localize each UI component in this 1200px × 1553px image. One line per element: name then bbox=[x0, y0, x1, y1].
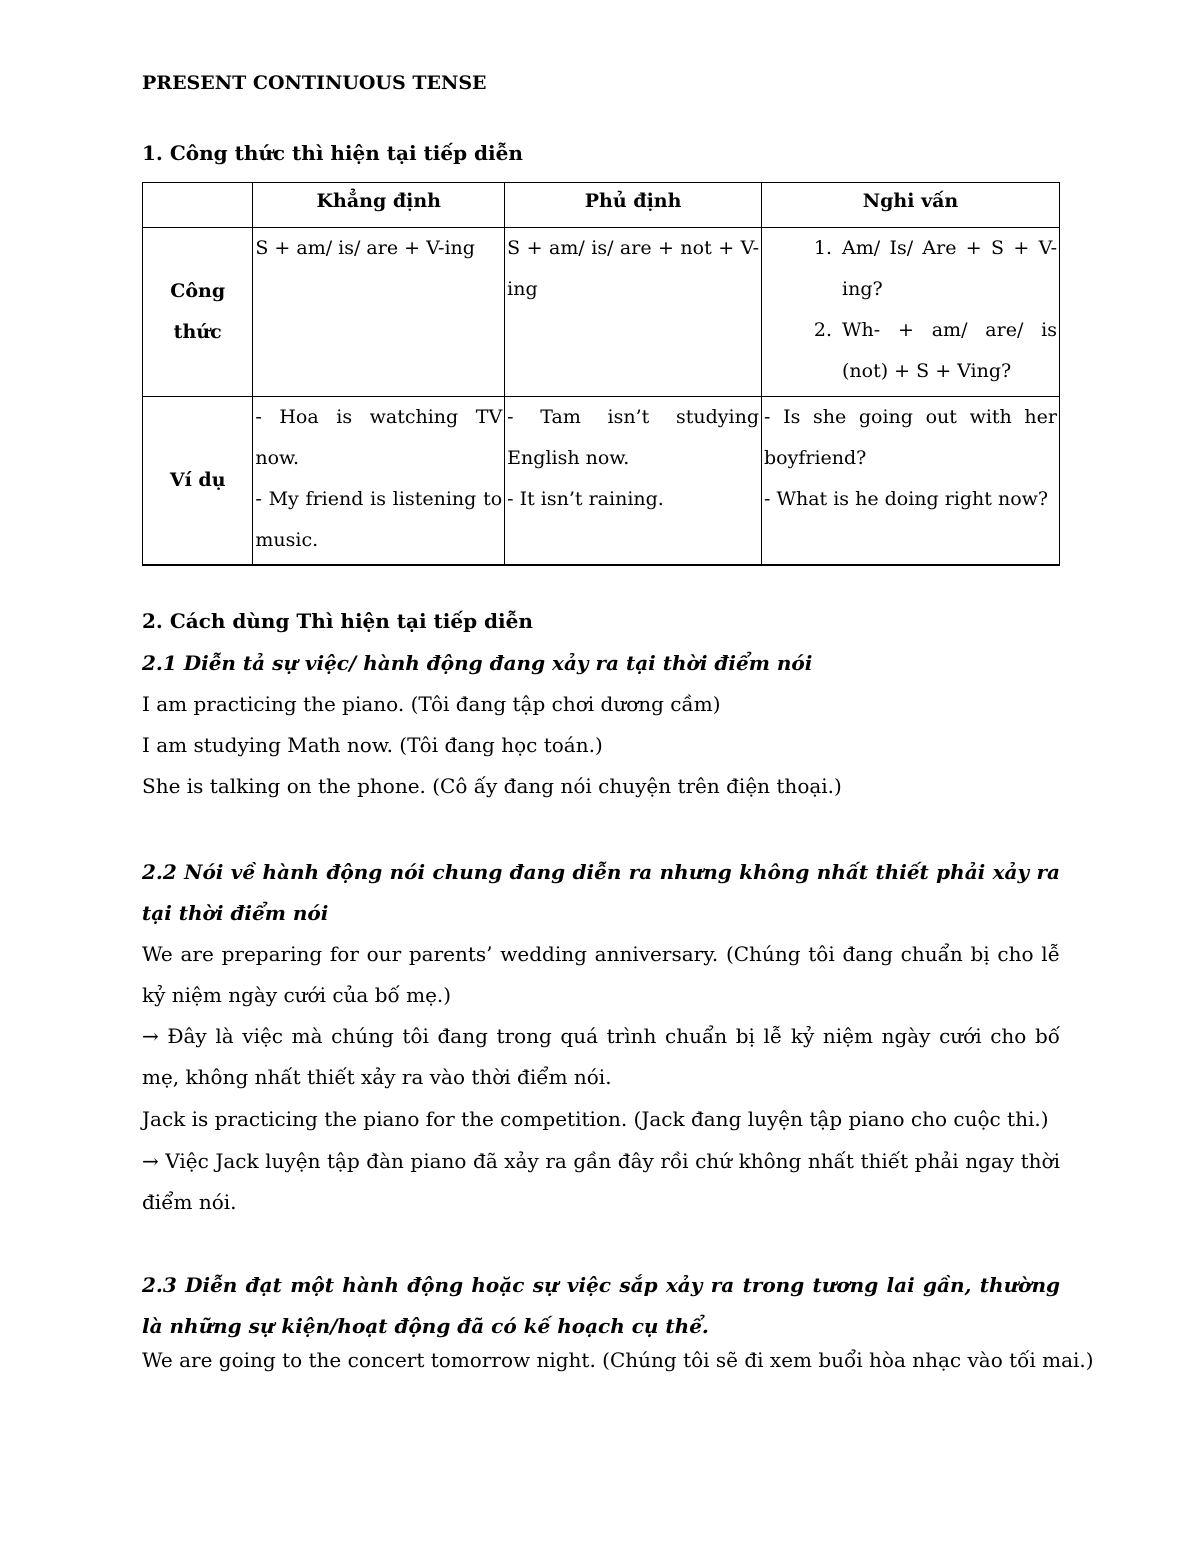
cell-example-question bbox=[762, 397, 1060, 565]
section-2-heading: 2. Cách dùng Thì hiện tại tiếp diễn bbox=[142, 609, 533, 633]
example-question-line-3: - What is he doing right now? bbox=[764, 488, 1049, 510]
header-cell-empty bbox=[143, 183, 253, 228]
example-question-line-1: - Is she going out with her bbox=[764, 406, 1057, 428]
subsection-2-3-title: 2.3 Diễn đạt một hành động hoặc sự việc sắp xảy ra trong tương lai gần, thường là những sự kiện/hoạt động đã có kế hoạch cụ thể. bbox=[142, 1273, 1060, 1338]
example-line: We are going to the concert tomorrow night. (Chúng tôi sẽ đi xem buổi hòa nhạc vào tối mai.) bbox=[142, 1348, 1094, 1372]
header-cell-negative: Phủ định bbox=[505, 183, 762, 228]
formula-table bbox=[142, 182, 1060, 566]
paragraph: Jack is practicing the piano for the competition. (Jack đang luyện tập piano cho cuộc thi.) bbox=[142, 1107, 1049, 1131]
subsection-2-2-title: 2.2 Nói về hành động nói chung đang diễn ra nhưng không nhất thiết phải xảy ra tại thời điểm nói bbox=[142, 860, 1060, 925]
document-title: PRESENT CONTINUOUS TENSE bbox=[142, 72, 487, 94]
cell-formula-affirmative bbox=[253, 228, 505, 397]
paragraph: → Đây là việc mà chúng tôi đang trong quá trình chuẩn bị lễ kỷ niệm ngày cưới cho bố mẹ, không nhất thiết xảy ra vào thời điểm nói. bbox=[142, 1024, 1060, 1089]
example-negative-line-3: - It isn’t raining. bbox=[507, 488, 664, 510]
example-line: I am studying Math now. (Tôi đang học toán.) bbox=[142, 733, 603, 757]
list-number: 1. bbox=[813, 237, 832, 259]
list-item bbox=[762, 228, 1057, 310]
cell-example-negative bbox=[505, 397, 762, 565]
cell-example-affirmative bbox=[253, 397, 505, 565]
formula-affirmative-text: S + am/ is/ are + V-ing bbox=[255, 237, 475, 259]
question-formula-1-line-1: Am/ Is/ Are + S + V- bbox=[842, 237, 1057, 259]
header-cell-question: Nghi vấn bbox=[762, 183, 1060, 228]
table-row-formula bbox=[143, 228, 1060, 397]
table-row-example bbox=[143, 397, 1060, 565]
example-affirmative-line-3: - My friend is listening to bbox=[255, 488, 503, 510]
question-formula-2-line-1: Wh- + am/ are/ is bbox=[842, 319, 1057, 341]
list-item bbox=[762, 310, 1057, 392]
question-formula-2-line-2: (not) + S + Ving? bbox=[842, 360, 1012, 382]
table-header-row bbox=[143, 183, 1060, 228]
formula-negative-line-2: ing bbox=[507, 278, 538, 300]
subsection-2-1-title: 2.1 Diễn tả sự việc/ hành động đang xảy ra tại thời điểm nói bbox=[142, 651, 813, 675]
cell-formula-question bbox=[762, 228, 1060, 397]
question-formula-1-line-2: ing? bbox=[842, 278, 883, 300]
example-affirmative-line-1: - Hoa is watching TV bbox=[255, 406, 503, 428]
example-negative-line-2: English now. bbox=[507, 447, 630, 469]
row-label-example bbox=[143, 397, 253, 565]
example-affirmative-line-4: music. bbox=[255, 529, 319, 551]
cell-formula-negative bbox=[505, 228, 762, 397]
example-line: She is talking on the phone. (Cô ấy đang nói chuyện trên điện thoại.) bbox=[142, 774, 842, 798]
list-number: 2. bbox=[813, 319, 832, 341]
question-formula-list bbox=[762, 228, 1059, 392]
paragraph: We are preparing for our parents’ wedding anniversary. (Chúng tôi đang chuẩn bị cho lễ kỷ niệm ngày cưới của bố mẹ.) bbox=[142, 942, 1060, 1007]
row-label-example-text: Ví dụ bbox=[169, 468, 226, 491]
paragraph: → Việc Jack luyện tập đàn piano đã xảy ra gần đây rồi chứ không nhất thiết phải ngay thời điểm nói. bbox=[142, 1149, 1060, 1214]
section-1-heading: 1. Công thức thì hiện tại tiếp diễn bbox=[142, 141, 523, 165]
example-affirmative-line-2: now. bbox=[255, 447, 300, 469]
example-line: I am practicing the piano. (Tôi đang tập chơi dương cầm) bbox=[142, 692, 721, 716]
example-question-line-2: boyfriend? bbox=[764, 447, 867, 469]
formula-negative-line-1: S + am/ is/ are + not + V- bbox=[507, 237, 759, 259]
row-label-formula-text: Công thức bbox=[170, 280, 226, 343]
row-label-formula bbox=[143, 228, 253, 397]
header-cell-affirmative: Khẳng định bbox=[253, 183, 505, 228]
example-negative-line-1: - Tam isn’t studying bbox=[507, 406, 759, 428]
